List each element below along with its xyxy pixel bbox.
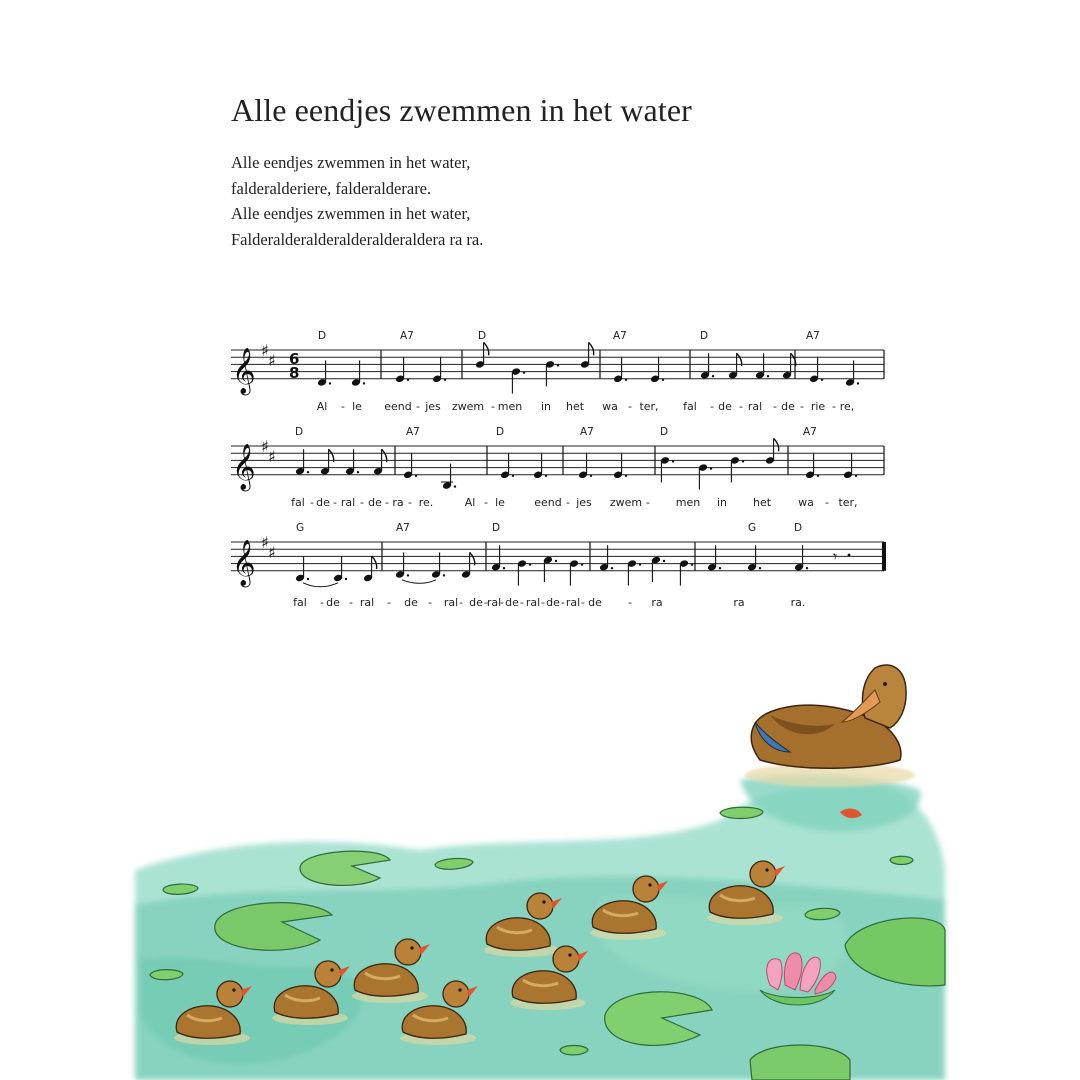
lyric-syllable: het bbox=[565, 400, 585, 413]
lyric-syllable: ter, bbox=[838, 496, 858, 509]
lyric-syllable: - bbox=[739, 400, 743, 413]
chord-symbol: D bbox=[492, 522, 501, 534]
lyric-syllable: ral bbox=[525, 596, 541, 609]
lyric-syllable: de bbox=[469, 596, 483, 609]
lyric-syllable: eend bbox=[534, 496, 562, 509]
lyric-syllable: zwem bbox=[609, 496, 643, 509]
lyric-syllable: - bbox=[825, 496, 829, 509]
lyric-syllable: de bbox=[718, 400, 732, 413]
lyric-syllable: zwem bbox=[451, 400, 485, 413]
lyric-syllable: fal bbox=[291, 496, 305, 509]
lyric-syllable: - bbox=[628, 596, 632, 609]
lyric-syllable: - bbox=[349, 596, 353, 609]
lyric-syllable: - bbox=[416, 400, 420, 413]
rest-icon: 𝄾 bbox=[833, 547, 838, 566]
lyric-syllable: ra bbox=[651, 596, 663, 609]
song-title: Alle eendjes zwemmen in het water bbox=[231, 92, 692, 128]
lyric-syllable: - bbox=[491, 400, 495, 413]
lyric-syllable: - bbox=[459, 596, 463, 609]
lyric-syllable: de bbox=[546, 596, 560, 609]
lyric-syllable: - bbox=[646, 496, 650, 509]
lyric-syllable: - bbox=[832, 400, 836, 413]
lyrics-line: Alle eendjes zwemmen in het water, bbox=[231, 153, 471, 172]
lyrics-line: Alle eendjes zwemmen in het water, bbox=[231, 204, 471, 223]
chord-symbol: A7 bbox=[406, 426, 420, 438]
lyric-syllable: in bbox=[540, 400, 552, 413]
chord-symbol: A7 bbox=[806, 330, 820, 342]
lyric-syllable: - bbox=[773, 400, 777, 413]
lyric-syllable: - bbox=[520, 596, 524, 609]
sharp-icon: ♯ bbox=[268, 351, 276, 370]
chord-symbol: A7 bbox=[396, 522, 410, 534]
lyric-syllable: - bbox=[385, 496, 389, 509]
lyric-syllable: - bbox=[333, 496, 337, 509]
lyric-syllable: ral bbox=[443, 596, 459, 609]
lyric-syllable: - bbox=[566, 496, 570, 509]
lyric-syllable: - bbox=[387, 596, 391, 609]
chord-symbol: D bbox=[478, 330, 487, 342]
sharp-icon: ♯ bbox=[261, 341, 269, 360]
lyric-syllable: in bbox=[716, 496, 728, 509]
lyric-syllable: jes bbox=[576, 496, 592, 509]
lyric-syllable: - bbox=[561, 596, 565, 609]
lyric-syllable: men bbox=[675, 496, 701, 509]
chord-symbol: D bbox=[295, 426, 304, 438]
lyric-syllable: - bbox=[800, 400, 804, 413]
lyric-syllable: - bbox=[500, 596, 504, 609]
lyric-syllable: le bbox=[495, 496, 505, 509]
lyric-syllable: de bbox=[588, 596, 602, 609]
lyric-syllable: - bbox=[710, 400, 714, 413]
lyric-syllable: de bbox=[404, 596, 418, 609]
lyric-syllable: - bbox=[628, 400, 632, 413]
chord-symbol: D bbox=[700, 330, 709, 342]
lyric-syllable: ter, bbox=[639, 400, 659, 413]
chord-symbol: G bbox=[748, 522, 757, 534]
lyric-syllable: ra bbox=[733, 596, 745, 609]
lyric-syllable: wa bbox=[798, 496, 814, 509]
chord-symbol: D bbox=[794, 522, 803, 534]
lyric-syllable: - bbox=[310, 496, 314, 509]
treble-clef-icon: 𝄞 bbox=[232, 347, 256, 394]
lyric-syllable: - bbox=[581, 596, 585, 609]
chord-symbol: A7 bbox=[400, 330, 414, 342]
lyric-syllable: het bbox=[752, 496, 772, 509]
chord-symbol: A7 bbox=[613, 330, 627, 342]
lyric-syllable: wa bbox=[602, 400, 618, 413]
lyric-syllable: re, bbox=[839, 400, 855, 413]
treble-clef-icon: 𝄞 bbox=[232, 443, 256, 490]
lyric-syllable: de bbox=[505, 596, 519, 609]
lyrics-line: Falderalderalderalderalderaldera ra ra. bbox=[231, 229, 484, 249]
lyric-syllable: ra bbox=[392, 496, 404, 509]
lyric-syllable: - bbox=[408, 496, 412, 509]
chord-symbol: G bbox=[296, 522, 305, 534]
lyric-syllable: fal bbox=[683, 400, 697, 413]
time-signature-top: 6 bbox=[289, 350, 300, 368]
chord-symbol: A7 bbox=[580, 426, 594, 438]
lyric-syllable: ral bbox=[359, 596, 375, 609]
lyric-syllable: rie bbox=[810, 400, 826, 413]
lyric-syllable: de bbox=[368, 496, 382, 509]
lyric-syllable: jes bbox=[425, 400, 441, 413]
sharp-icon: ♯ bbox=[261, 437, 269, 456]
lyric-syllable: fal bbox=[293, 596, 307, 609]
lyric-syllable: - bbox=[320, 596, 324, 609]
lyric-syllable: men bbox=[497, 400, 523, 413]
sharp-icon: ♯ bbox=[268, 447, 276, 466]
chord-symbol: D bbox=[660, 426, 669, 438]
lyric-syllable: - bbox=[428, 596, 432, 609]
lyric-syllable: - bbox=[360, 496, 364, 509]
lyric-syllable: - bbox=[484, 596, 488, 609]
lyric-syllable: de bbox=[781, 400, 795, 413]
lyric-syllable: de bbox=[326, 596, 340, 609]
lyric-syllable: re. bbox=[418, 496, 434, 509]
lyric-syllable: - bbox=[541, 596, 545, 609]
time-signature-bottom: 8 bbox=[289, 364, 300, 382]
lyric-syllable: Al bbox=[316, 400, 328, 413]
lyric-syllable: ra. bbox=[790, 596, 806, 609]
lyrics-line: falderalderiere, falderalderare. bbox=[231, 178, 432, 198]
lyric-syllable: le bbox=[352, 400, 362, 413]
lyric-syllable: - bbox=[341, 400, 345, 413]
lyric-syllable: ral bbox=[486, 596, 502, 609]
lyric-syllable: ral bbox=[565, 596, 581, 609]
chord-symbol: D bbox=[318, 330, 327, 342]
lyric-syllable: Al bbox=[464, 496, 476, 509]
lyric-syllable: de bbox=[316, 496, 330, 509]
treble-clef-icon: 𝄞 bbox=[232, 539, 256, 586]
lyric-syllable: ral bbox=[340, 496, 356, 509]
lyric-syllable: - bbox=[484, 496, 488, 509]
chord-symbol: D bbox=[496, 426, 505, 438]
chord-symbol: A7 bbox=[803, 426, 817, 438]
sharp-icon: ♯ bbox=[268, 543, 276, 562]
sharp-icon: ♯ bbox=[261, 533, 269, 552]
lyric-syllable: eend bbox=[384, 400, 412, 413]
lyric-syllable: ral bbox=[747, 400, 763, 413]
